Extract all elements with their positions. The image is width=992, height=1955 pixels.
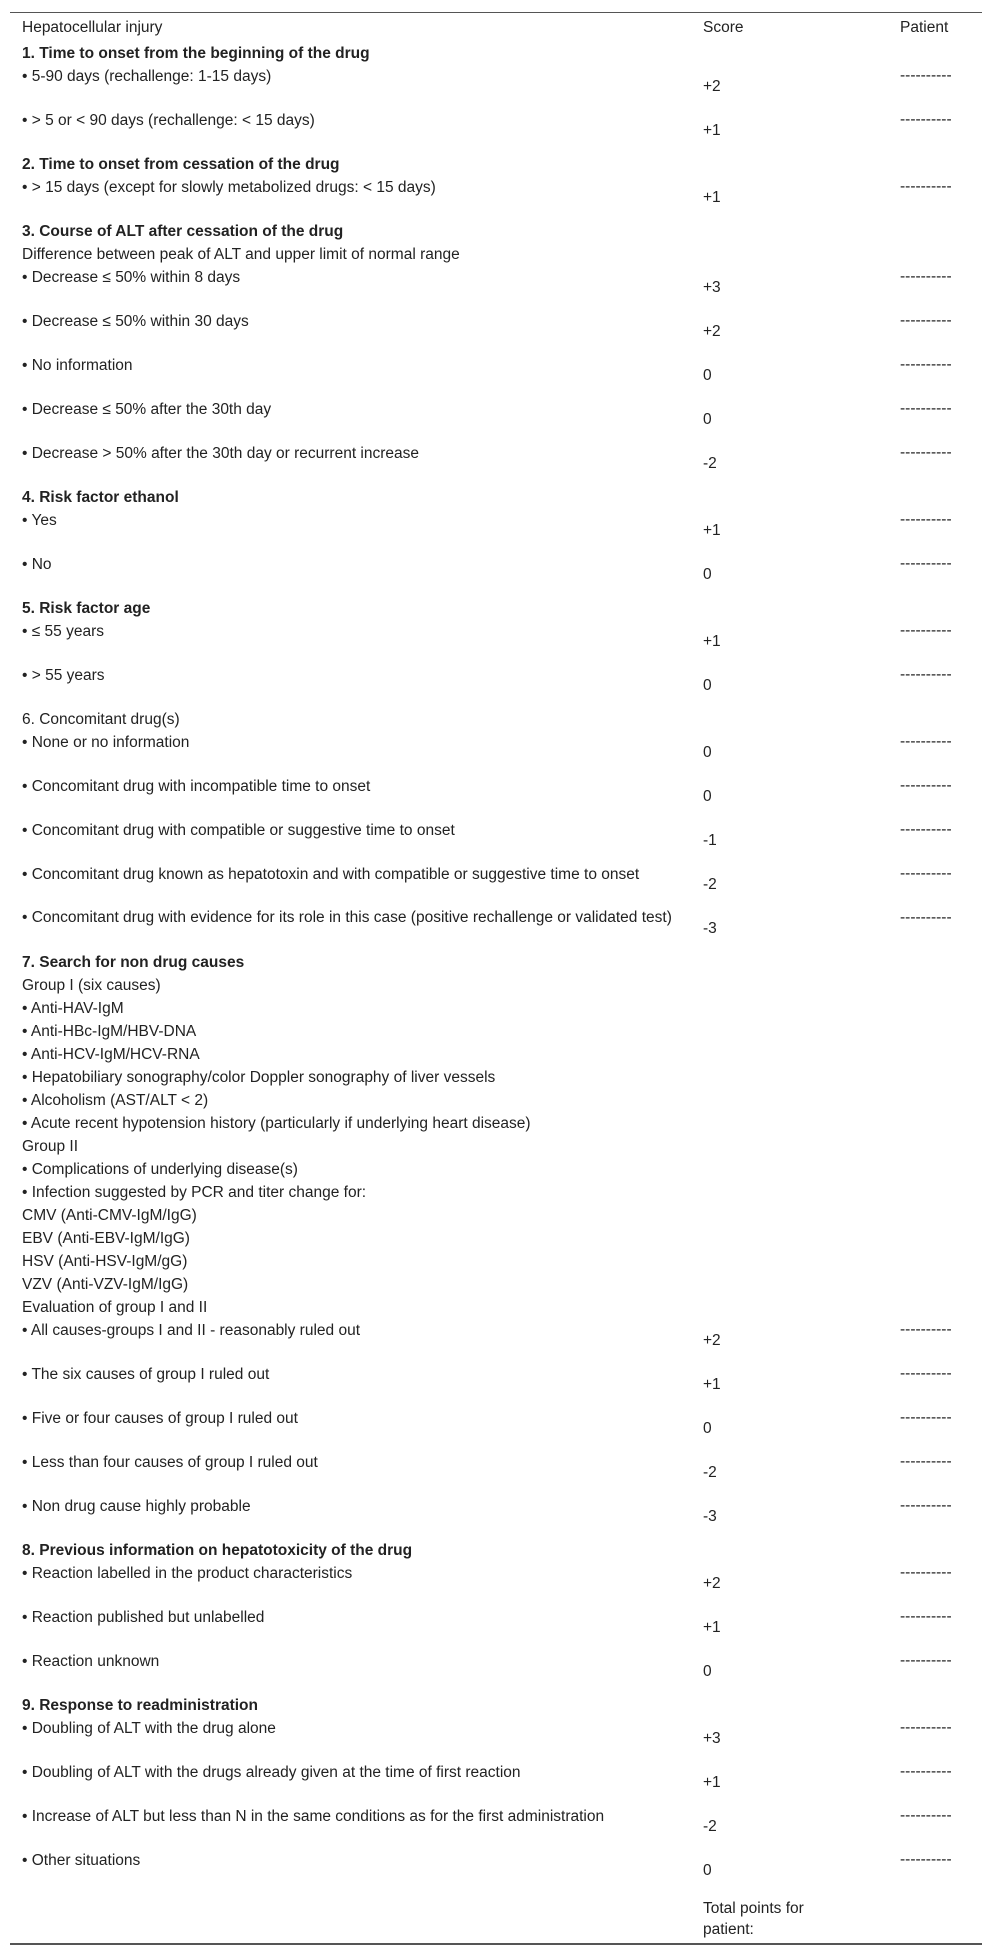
patient-blank: ---------- <box>900 268 952 285</box>
criterion-row <box>10 398 982 442</box>
criterion-text: • Anti-HAV-IgM <box>22 1000 124 1017</box>
section-title: 3. Course of ALT after cessation of the drug <box>22 223 344 240</box>
section-title: 6. Concomitant drug(s) <box>22 711 180 728</box>
section-heading <box>10 951 982 974</box>
criterion-text: • Decrease ≤ 50% within 8 days <box>22 269 241 286</box>
patient-blank: ---------- <box>900 622 952 639</box>
rucam-score-table <box>10 12 982 1945</box>
score-value: 0 <box>703 1862 712 1879</box>
score-value: -3 <box>703 1508 717 1525</box>
criterion-text: • Doubling of ALT with the drug alone <box>22 1720 276 1737</box>
criterion-text: • No <box>22 556 52 573</box>
text-row <box>10 1043 982 1066</box>
score-value: -2 <box>703 1818 717 1835</box>
criterion-row <box>10 1363 982 1407</box>
patient-blank: ---------- <box>900 178 952 195</box>
text-row <box>10 1020 982 1043</box>
score-value: +1 <box>703 122 721 139</box>
text-row <box>10 1112 982 1135</box>
table-body <box>10 42 982 1893</box>
criterion-text: • Decrease > 50% after the 30th day or recurrent increase <box>22 445 420 462</box>
criterion-row <box>10 176 982 220</box>
section-heading <box>10 1694 982 1717</box>
patient-blank: ---------- <box>900 1321 952 1338</box>
patient-blank: ---------- <box>900 777 952 794</box>
section-heading <box>10 1539 982 1562</box>
patient-blank: ---------- <box>900 1652 952 1669</box>
criterion-row <box>10 1606 982 1650</box>
criterion-text: • Anti-HBc-IgM/HBV-DNA <box>22 1023 197 1040</box>
text-row <box>10 1158 982 1181</box>
criterion-text: • No information <box>22 357 133 374</box>
patient-blank: ---------- <box>900 1497 952 1514</box>
section-title: 4. Risk factor ethanol <box>22 489 179 506</box>
text-row <box>10 997 982 1020</box>
patient-blank: ---------- <box>900 1564 952 1581</box>
patient-blank: ---------- <box>900 67 952 84</box>
patient-blank: ---------- <box>900 1719 952 1736</box>
patient-blank: ---------- <box>900 1453 952 1470</box>
score-value: +3 <box>703 1730 721 1747</box>
total-points-label: Total points for patient: <box>703 1900 804 1938</box>
criterion-text: • The six causes of group I ruled out <box>22 1366 270 1383</box>
patient-blank: ---------- <box>900 312 952 329</box>
criterion-text: Difference between peak of ALT and upper limit of normal range <box>22 246 460 263</box>
criterion-text: • Anti-HCV-IgM/HCV-RNA <box>22 1046 200 1063</box>
criterion-row <box>10 907 982 951</box>
header-score: Score <box>703 19 744 36</box>
criterion-text: • Decrease ≤ 50% after the 30th day <box>22 401 272 418</box>
criterion-row <box>10 1562 982 1606</box>
score-value: -2 <box>703 876 717 893</box>
criterion-text: • Reaction unknown <box>22 1653 160 1670</box>
criterion-row <box>10 1495 982 1539</box>
criterion-text: • Five or four causes of group I ruled out <box>22 1410 298 1427</box>
score-value: +1 <box>703 1619 721 1636</box>
patient-blank: ---------- <box>900 555 952 572</box>
patient-blank: ---------- <box>900 733 952 750</box>
criterion-text: • Less than four causes of group I ruled out <box>22 1454 318 1471</box>
header-patient: Patient <box>900 19 949 36</box>
patient-blank: ---------- <box>900 356 952 373</box>
criterion-text: • Concomitant drug with compatible or suggestive time to onset <box>22 822 455 839</box>
score-value: 0 <box>703 367 712 384</box>
score-value: 0 <box>703 1420 712 1437</box>
score-value: +2 <box>703 1575 721 1592</box>
criterion-text: • Infection suggested by PCR and titer change for: <box>22 1184 367 1201</box>
patient-blank: ---------- <box>900 909 952 926</box>
criterion-text: • ≤ 55 years <box>22 623 104 640</box>
score-value: +2 <box>703 1332 721 1349</box>
patient-blank: ---------- <box>900 865 952 882</box>
score-value: +3 <box>703 279 721 296</box>
text-row <box>10 1089 982 1112</box>
criterion-row <box>10 509 982 553</box>
patient-blank: ---------- <box>900 511 952 528</box>
table-header <box>10 13 982 42</box>
score-value: +1 <box>703 189 721 206</box>
criterion-text: CMV (Anti-CMV-IgM/IgG) <box>22 1207 197 1224</box>
score-value: -2 <box>703 455 717 472</box>
criterion-row <box>10 442 982 486</box>
criterion-row <box>10 109 982 153</box>
criterion-text: Evaluation of group I and II <box>22 1299 208 1316</box>
patient-blank: ---------- <box>900 1409 952 1426</box>
criterion-text: HSV (Anti-HSV-IgM/gG) <box>22 1253 188 1270</box>
score-value: 0 <box>703 788 712 805</box>
patient-blank: ---------- <box>900 1365 952 1382</box>
text-row <box>10 1204 982 1227</box>
text-row <box>10 1296 982 1319</box>
section-title: 1. Time to onset from the beginning of the drug <box>22 45 370 62</box>
section-heading <box>10 597 982 620</box>
criterion-row <box>10 310 982 354</box>
criterion-row <box>10 731 982 775</box>
criterion-row <box>10 775 982 819</box>
text-row <box>10 1181 982 1204</box>
criterion-row <box>10 819 982 863</box>
score-value: 0 <box>703 566 712 583</box>
section-title: 2. Time to onset from cessation of the drug <box>22 156 340 173</box>
criterion-text: • Concomitant drug with incompatible time to onset <box>22 778 371 795</box>
section-heading <box>10 220 982 243</box>
criterion-row <box>10 553 982 597</box>
patient-blank: ---------- <box>900 1807 952 1824</box>
criterion-text: • 5-90 days (rechallenge: 1-15 days) <box>22 68 272 85</box>
patient-blank: ---------- <box>900 111 952 128</box>
criterion-text: • Doubling of ALT with the drugs already given at the time of first reaction <box>22 1764 521 1781</box>
score-value: +1 <box>703 1774 721 1791</box>
text-row <box>10 1273 982 1296</box>
total-row <box>10 1893 982 1943</box>
criterion-row <box>10 266 982 310</box>
section-title: 5. Risk factor age <box>22 600 151 617</box>
section-title: 8. Previous information on hepatotoxicity of the drug <box>22 1542 413 1559</box>
criterion-text: • Acute recent hypotension history (particularly if underlying heart disease) <box>22 1115 531 1132</box>
patient-blank: ---------- <box>900 666 952 683</box>
criterion-text: • Increase of ALT but less than N in the same conditions as for the first administration <box>22 1808 605 1825</box>
criterion-row <box>10 1761 982 1805</box>
criterion-row <box>10 65 982 109</box>
criterion-row <box>10 1717 982 1761</box>
patient-blank: ---------- <box>900 1763 952 1780</box>
criterion-text: • All causes-groups I and II - reasonably ruled out <box>22 1322 361 1339</box>
criterion-row <box>10 1451 982 1495</box>
criterion-text: • Reaction labelled in the product characteristics <box>22 1565 353 1582</box>
score-value: +2 <box>703 78 721 95</box>
criterion-text: • Concomitant drug with evidence for its role in this case (positive rechallenge or validated test) <box>22 909 672 926</box>
criterion-text: • > 5 or < 90 days (rechallenge: < 15 days) <box>22 112 315 129</box>
score-value: +1 <box>703 1376 721 1393</box>
score-value: +1 <box>703 522 721 539</box>
criterion-row <box>10 620 982 664</box>
criterion-text: • Non drug cause highly probable <box>22 1498 251 1515</box>
score-value: +2 <box>703 323 721 340</box>
criterion-row <box>10 1407 982 1451</box>
section-heading <box>10 486 982 509</box>
text-row <box>10 243 982 266</box>
section-heading <box>10 153 982 176</box>
patient-blank: ---------- <box>900 1608 952 1625</box>
criterion-row <box>10 1319 982 1363</box>
score-value: +1 <box>703 633 721 650</box>
criterion-text: • Alcoholism (AST/ALT < 2) <box>22 1092 209 1109</box>
text-row <box>10 1227 982 1250</box>
criterion-text: VZV (Anti-VZV-IgM/IgG) <box>22 1276 189 1293</box>
section-title: 7. Search for non drug causes <box>22 954 245 971</box>
score-value: -2 <box>703 1464 717 1481</box>
criterion-text: • > 55 years <box>22 667 105 684</box>
criterion-text: Group I (six causes) <box>22 977 161 994</box>
score-value: 0 <box>703 744 712 761</box>
criterion-text: • None or no information <box>22 734 190 751</box>
criterion-row <box>10 863 982 907</box>
score-value: 0 <box>703 411 712 428</box>
text-row <box>10 1135 982 1158</box>
criterion-text: EBV (Anti-EBV-IgM/IgG) <box>22 1230 190 1247</box>
criterion-row <box>10 1805 982 1849</box>
patient-blank: ---------- <box>900 1851 952 1868</box>
patient-blank: ---------- <box>900 444 952 461</box>
score-value: -1 <box>703 832 717 849</box>
criterion-text: • > 15 days (except for slowly metabolized drugs: < 15 days) <box>22 179 436 196</box>
criterion-row <box>10 664 982 708</box>
criterion-text: • Reaction published but unlabelled <box>22 1609 265 1626</box>
header-criteria: Hepatocellular injury <box>22 19 163 36</box>
patient-blank: ---------- <box>900 400 952 417</box>
criterion-row <box>10 1849 982 1893</box>
patient-blank: ---------- <box>900 821 952 838</box>
section-heading <box>10 42 982 65</box>
text-row <box>10 974 982 997</box>
criterion-text: • Hepatobiliary sonography/color Doppler sonography of liver vessels <box>22 1069 496 1086</box>
criterion-text: • Complications of underlying disease(s) <box>22 1161 298 1178</box>
score-value: 0 <box>703 677 712 694</box>
criterion-text: Group II <box>22 1138 78 1155</box>
criterion-row <box>10 1650 982 1694</box>
criterion-text: • Decrease ≤ 50% within 30 days <box>22 313 249 330</box>
score-value: 0 <box>703 1663 712 1680</box>
score-value: -3 <box>703 920 717 937</box>
text-row <box>10 1250 982 1273</box>
section-heading <box>10 708 982 731</box>
criterion-row <box>10 354 982 398</box>
criterion-text: • Concomitant drug known as hepatotoxin and with compatible or suggestive time to onset <box>22 866 640 883</box>
criterion-text: • Yes <box>22 512 57 529</box>
criterion-text: • Other situations <box>22 1852 141 1869</box>
text-row <box>10 1066 982 1089</box>
section-title: 9. Response to readministration <box>22 1697 258 1714</box>
